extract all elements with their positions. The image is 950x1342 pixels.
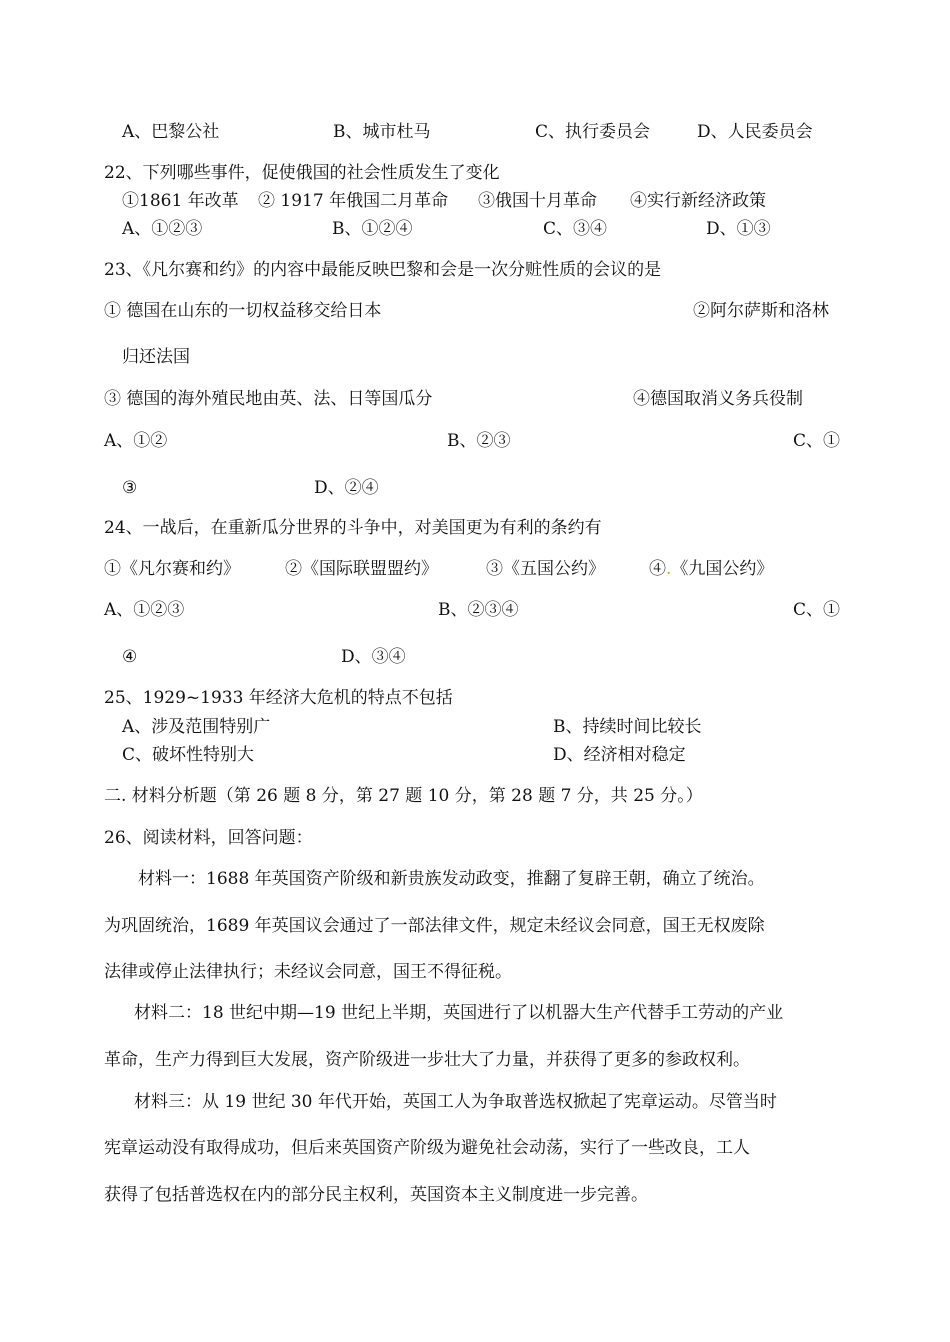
q22-option-b: B、①②④ (332, 219, 413, 239)
q26-material-2-line-1: 材料二：18 世纪中期—19 世纪上半期，英国进行了以机器大生产代替手工劳动的产业 (134, 1003, 784, 1023)
q24-item-4-num: ④ (649, 559, 666, 579)
q26-material-1-line-2: 为巩固统治，1689 年英国议会通过了一部法律文件，规定未经议会同意，国王无权废除 (104, 916, 765, 936)
q21-option-a: A、巴黎公社 (122, 122, 220, 142)
q21-option-d: D、人民委员会 (697, 122, 813, 142)
q22-item-4: ④实行新经济政策 (630, 191, 766, 211)
q25-option-c: C、破坏性特别大 (122, 745, 255, 765)
q24-item-4 (649, 558, 773, 580)
q24-option-b: B、②③④ (438, 600, 519, 620)
q23-item-2: ②阿尔萨斯和洛林 (693, 301, 829, 321)
q22-option-c: C、③④ (543, 219, 608, 239)
q23-item-3: ③ 德国的海外殖民地由英、法、日等国瓜分 (104, 389, 433, 409)
q23-option-c-cont: ③ (122, 478, 138, 498)
q22-option-d: D、①③ (706, 219, 771, 239)
q24-option-c: C、① (793, 600, 841, 620)
q22-stem: 22、下列哪些事件，促使俄国的社会性质发生了变化 (104, 163, 500, 183)
q25-option-a: A、涉及范围特别广 (122, 717, 271, 737)
q23-item-1: ① 德国在山东的一切权益移交给日本 (104, 301, 382, 321)
q26-stem: 26、阅读材料，回答问题： (104, 828, 313, 848)
q25-option-b: B、持续时间比较长 (553, 717, 702, 737)
q24-item-3: ③《五国公约》 (486, 559, 605, 579)
q23-option-a: A、①② (104, 431, 168, 451)
q23-stem: 23、《凡尔赛和约》的内容中最能反映巴黎和会是一次分赃性质的会议的是 (104, 260, 662, 280)
q24-option-d: D、③④ (341, 647, 406, 667)
q24-option-a: A、①②③ (104, 600, 185, 620)
q25-option-d: D、经济相对稳定 (553, 745, 686, 765)
q21-option-c: C、执行委员会 (535, 122, 651, 142)
q24-item-4-text: 《九国公约》 (671, 559, 774, 579)
q24-item-1: ①《凡尔赛和约》 (104, 559, 240, 579)
q23-item-4: ④德国取消义务兵役制 (633, 389, 803, 409)
q24-item-2: ②《国际联盟盟约》 (285, 559, 438, 579)
section-2-title: 二. 材料分析题（第 26 题 8 分，第 27 题 10 分，第 28 题 7 分，共 25 分。） (104, 786, 703, 806)
q24-stem: 24、一战后，在重新瓜分世界的斗争中，对美国更为有利的条约有 (104, 518, 602, 538)
q26-material-3-line-3: 获得了包括普选权在内的部分民主权利，英国资本主义制度进一步完善。 (104, 1185, 648, 1205)
q22-item-1: ①1861 年改革 (122, 191, 239, 211)
q24-option-c-cont: ④ (122, 647, 138, 667)
q23-item-2-cont: 归还法国 (122, 347, 190, 367)
q26-material-3-line-2: 宪章运动没有取得成功，但后来英国资产阶级为避免社会动荡，实行了一些改良，工人 (104, 1138, 750, 1158)
q26-material-1-line-3: 法律或停止法律执行；未经议会同意，国王不得征税。 (104, 962, 512, 982)
q26-material-3-line-1: 材料三：从 19 世纪 30 年代开始，英国工人为争取普选权掀起了宪章运动。尽管当时 (134, 1092, 777, 1112)
q22-item-3: ③俄国十月革命 (478, 191, 597, 211)
q24-item-4-dot: . (666, 559, 672, 579)
q25-stem: 25、1929~1933 年经济大危机的特点不包括 (104, 688, 453, 708)
q23-option-d: D、②④ (314, 478, 379, 498)
q22-option-a: A、①②③ (122, 219, 203, 239)
q21-option-b: B、城市杜马 (333, 122, 431, 142)
q26-material-2-line-2: 革命，生产力得到巨大发展，资产阶级进一步壮大了力量，并获得了更多的参政权利。 (104, 1050, 750, 1070)
q26-material-1-line-1: 材料一：1688 年英国资产阶级和新贵族发动政变，推翻了复辟王朝，确立了统治。 (138, 869, 765, 889)
q23-option-c: C、① (793, 431, 841, 451)
q23-option-b: B、②③ (447, 431, 511, 451)
q22-item-2: ② 1917 年俄国二月革命 (258, 191, 449, 211)
